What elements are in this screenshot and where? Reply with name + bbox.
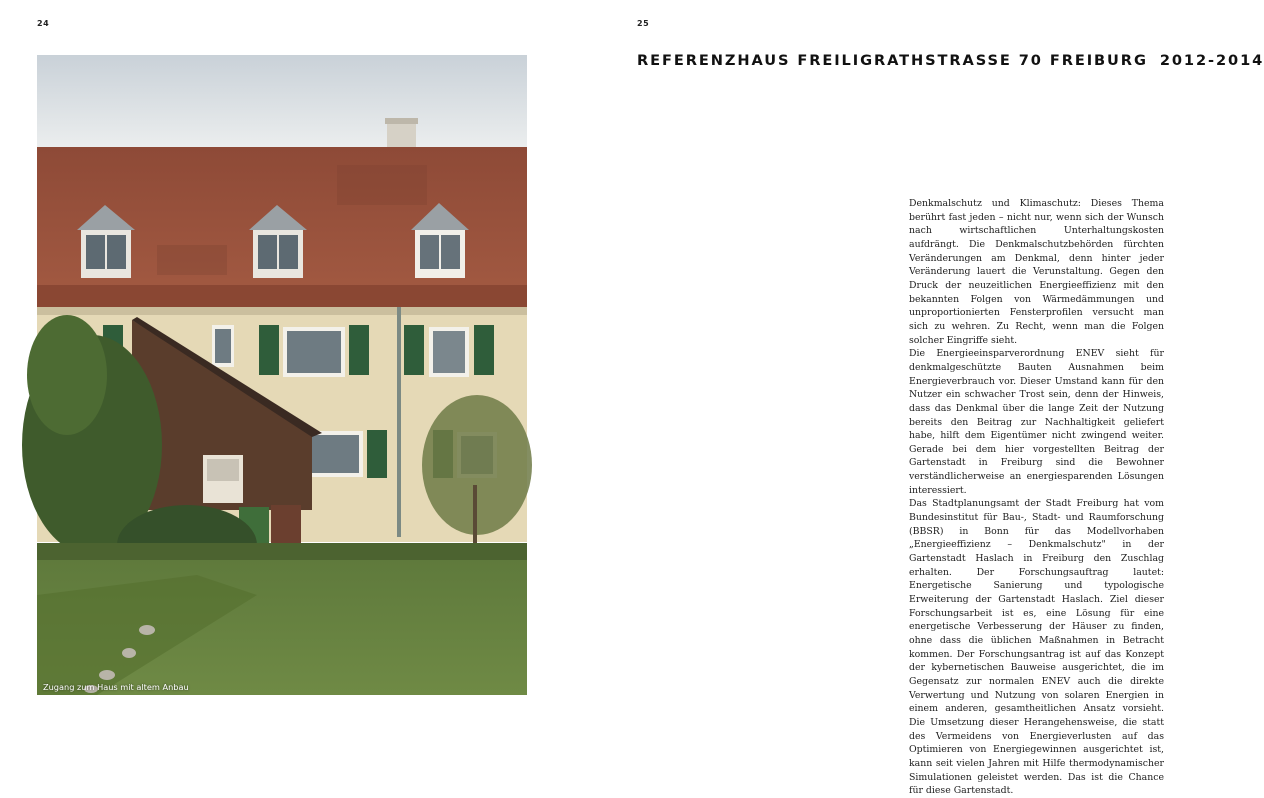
paragraph: Die Energieeinsparverordnung ENEV sieht für denkmalgeschützte Bauten Ausnahmen beim Energieverbrauch vor. Dieser Umstand kann für den Nutzer ein schwacher Trost sein, denn der Hinweis, dass das Denkmal über die lange Zeit der Nutzung bereits den Beitrag zur Nachhaltigkeit geliefert habe, hilft dem Eigentümer nicht zwingend weiter. Gerade bei dem hier vorgestellten Beitrag der Gartenstadt in Freiburg sind die Bewohner verständlicherweise an energiesparenden Lösungen interessiert. [909, 348, 1164, 496]
paragraph: Denkmalschutz und Klimaschutz: Dieses Thema berührt fast jeden – nicht nur, wenn sich der Wunsch nach wirtschaftlichen Unterhaltungskosten aufdrängt. Die Denkmalschutzbehörden fürchten Veränderungen am Denkmal, denn hinter jeder Veränderung lauert die Verunstaltung. Gegen den Druck der neuzeitlichen Energieeffizienz mit den bekannten Folgen von Wärmedämmungen und unproportionierten Fensterprofilen versucht man sich zu wehren. Zu Recht, wenn man die Folgen solcher Eingriffe sieht. [909, 198, 1164, 346]
title-text: REFERENZHAUS FREILIGRATHSTRASSE 70 FREIBURG [637, 52, 1148, 69]
page-number-left: 24 [37, 19, 50, 28]
article-body [909, 197, 1164, 798]
article-title [637, 52, 1264, 69]
paragraph: Das Stadtplanungsamt der Stadt Freiburg hat vom Bundesinstitut für Bau-, Stadt- und Raumforschung (BBSR) in Bonn für das Modellvorhaben „Energieeffizienz – Denkmalschutz" in der Gartenstadt Haslach in Freiburg den Zuschlag erhalten. Der Forschungsauftrag lautet: Energetische Sanierung und typologische Erweiterung der Gartenstadt Haslach. Ziel dieser Forschungsarbeit ist es, eine Lösung für eine energetische Verbesserung der Häuser zu finden, ohne dass die üblichen Maßnahmen in Betracht kommen. Der Forschungsantrag ist auf das Konzept der kybernetischen Bauweise ausgerichtet, die im Gegensatz zur normalen ENEV auch die direkte Verwertung und Nutzung von solaren Energien in einem anderen, gesamtheitlichen Ansatz vorsieht. Die Umsetzung dieser Herangehensweise, die statt des Vermeidens von Energieverlusten auf das Optimieren von Energiegewinnen ausgerichtet ist, kann seit vielen Jahren mit Hilfe thermodynamischer Simulationen geleistet werden. Das ist die Chance für diese Gartenstadt. [909, 498, 1164, 797]
page-number-right: 25 [637, 19, 650, 28]
photo-caption: Zugang zum Haus mit altem Anbau [43, 682, 189, 692]
title-years: 2012-2014 [1159, 52, 1264, 69]
house-photo [37, 55, 527, 695]
